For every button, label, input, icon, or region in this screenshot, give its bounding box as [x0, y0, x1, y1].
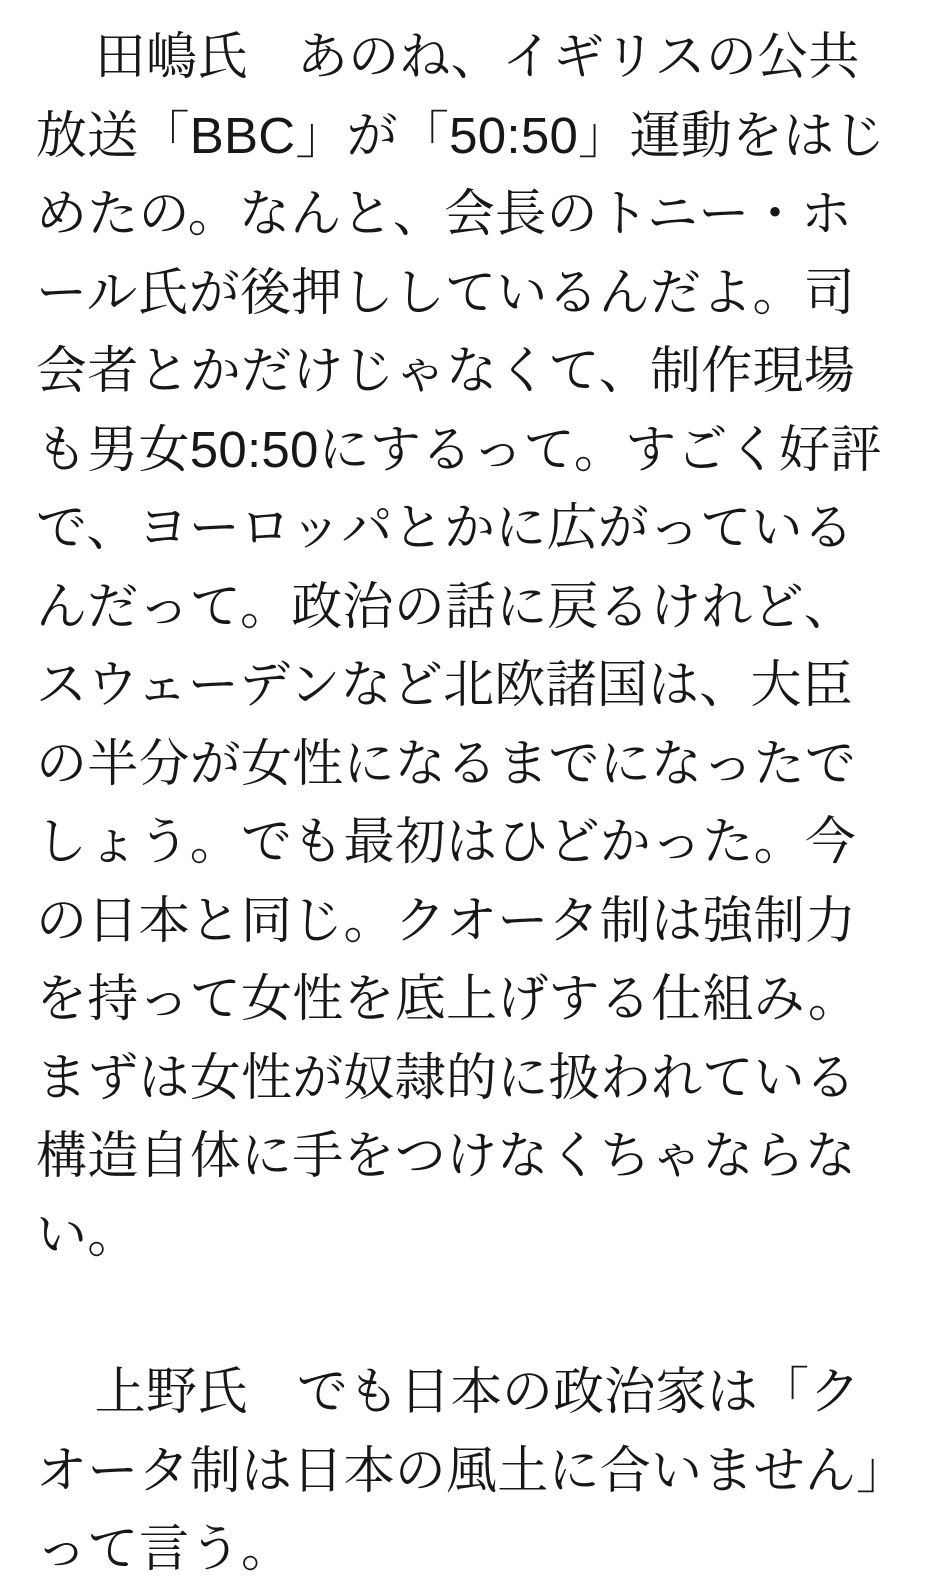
paragraph-body: あのね、イギリスの公共放送「BBC」が「50:50」運動をはじめたの。なんと、会長のトニー・ホール氏が後押ししているんだよ。司会者とかだけじゃなくて、制作現場も男女50:50にするって。すごく好評で、ヨーロッパとかに広がっているんだって。政治の話に戻るけれど、スウェーデンなど北欧諸国は、大臣の半分が女性になるまでになったでしょう。でも最初はひどかった。今の日本と同じ。クオータ制は強制力を持って女性を底上げする仕組み。まずは女性が奴隷的に扱われている構造自体に手をつけなくちゃならない。	[36, 28, 886, 1263]
paragraph-body: でも日本の政治家は「クオータ制は日本の風土に合いません」って言う。	[36, 1363, 882, 1578]
speaker-label: 田嶋氏	[94, 28, 249, 85]
paragraph-tajima	[36, 18, 903, 1275]
paragraph-ueno	[36, 1353, 903, 1589]
speaker-label: 上野氏	[94, 1363, 249, 1421]
